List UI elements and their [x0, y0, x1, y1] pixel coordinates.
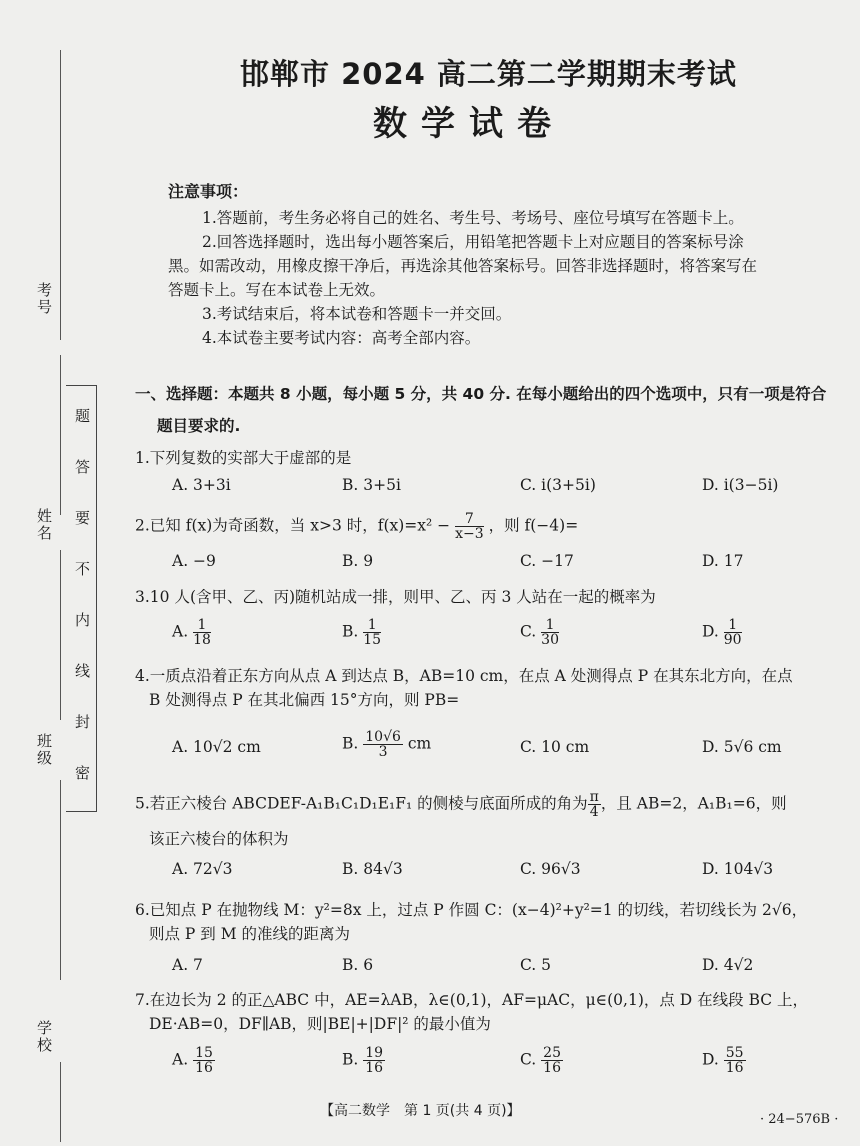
option-c: [520, 1046, 563, 1075]
fraction: [455, 512, 484, 541]
option-a: A. 10√2 cm: [172, 738, 261, 756]
option-letter: B.: [342, 1050, 359, 1069]
fill-line-exam-no: [60, 50, 61, 340]
seal-char: 题: [75, 407, 91, 425]
seal-char: 答: [75, 458, 91, 476]
option-letter: A.: [172, 622, 189, 641]
question-7-line: DE·AB=0，DF∥AB，则|BE|+|DF|² 的最小值为: [149, 1015, 491, 1033]
question-5-line: [135, 790, 835, 819]
option-d: D. 17: [702, 552, 744, 570]
option-c: C. −17: [520, 552, 574, 570]
option-letter: D.: [702, 1050, 719, 1069]
fraction-denominator: 30: [541, 632, 559, 648]
page-footer: 【高二数学 第 1 页(共 4 页)】: [320, 1103, 521, 1119]
question-4-options: [172, 730, 832, 770]
note-item: 4.本试卷主要考试内容：高考全部内容。: [202, 329, 481, 347]
fraction: [724, 618, 742, 647]
question-5-stem: [135, 790, 835, 851]
fraction-denominator: 16: [725, 1060, 744, 1076]
fraction: [363, 618, 381, 647]
option-d: [702, 618, 742, 647]
fraction: [193, 1046, 215, 1075]
fraction-numerator: 19: [365, 1045, 384, 1061]
seal-char: 要: [75, 509, 91, 527]
school-label: 学校: [35, 1020, 53, 1054]
option-b: B. 84√3: [342, 860, 403, 878]
option-b: B. 3+5i: [342, 476, 401, 494]
option-c: [520, 618, 559, 647]
section-heading: [135, 378, 835, 442]
fraction-numerator: 15: [195, 1045, 213, 1061]
option-a: A. 72√3: [172, 860, 233, 878]
option-b: [342, 618, 381, 647]
option-c: C. 5: [520, 956, 552, 974]
seal-char: 内: [75, 611, 91, 629]
section-heading-line: 题目要求的.: [157, 417, 241, 435]
fraction: [193, 618, 211, 647]
notes-block: [168, 180, 818, 350]
question-6-line: 6.已知点 P 在抛物线 M：y²=8x 上，过点 P 作圆 C：(x−4)²+y²=1 的切线，若切线长为 2√6，: [135, 901, 808, 919]
note-item: 3.考试结束后，将本试卷和答题卡一并交回。: [202, 305, 512, 323]
fraction-numerator: 1: [541, 618, 559, 633]
option-c: C. 96√3: [520, 860, 581, 878]
option-c: C. i(3+5i): [520, 476, 596, 494]
option-letter: D.: [702, 622, 719, 641]
question-5-line: 该正六棱台的体积为: [149, 830, 289, 848]
question-5-stem-b: ，且 AB=2，A₁B₁=6，则: [600, 794, 787, 813]
option-a: A. 3+3i: [172, 476, 231, 494]
fraction-denominator: 3: [378, 744, 388, 760]
binding-margin: [0, 0, 120, 1146]
note-item: 答题卡上。写在本试卷上无效。: [168, 281, 386, 299]
fraction-denominator: x−3: [455, 526, 484, 542]
option-letter: B.: [342, 622, 359, 641]
option-b: [342, 730, 431, 759]
fraction: [588, 790, 601, 819]
fraction-numerator: 25: [543, 1045, 561, 1061]
fraction-denominator: 16: [195, 1060, 213, 1076]
question-6-stem: [135, 898, 835, 946]
question-2-options: [172, 552, 832, 582]
fraction-numerator: 1: [724, 618, 742, 633]
question-7-options: [172, 1046, 832, 1082]
fraction-numerator: 10√6: [365, 729, 401, 745]
note-item: 2.回答选择题时，选出每小题答案后，用铅笔把答题卡上对应题目的答案标号涂: [202, 233, 744, 251]
option-d: D. 5√6 cm: [702, 738, 782, 756]
option-letter: C.: [520, 1050, 537, 1069]
section-heading-line: 一、选择题：本题共 8 小题，每小题 5 分，共 40 分. 在每小题给出的四个选项中，只有一项是符合: [135, 385, 827, 403]
question-6-line: 则点 P 到 M 的准线的距离为: [149, 925, 351, 943]
option-a: A. −9: [172, 552, 216, 570]
exam-title: 邯郸市 2024 高二第二学期期末考试: [240, 57, 737, 91]
question-4-stem: [135, 664, 835, 712]
seal-line-box: [66, 385, 97, 812]
fraction-numerator: π: [589, 789, 599, 805]
option-letter: A.: [172, 1050, 189, 1069]
fraction-denominator: 16: [543, 1060, 561, 1076]
question-1-options: [172, 476, 832, 506]
option-b: [342, 1046, 385, 1075]
seal-char: 密: [75, 764, 91, 782]
question-3-options: [172, 618, 832, 654]
fraction: [363, 1046, 385, 1075]
name-label: 姓名: [35, 508, 53, 542]
question-5-options: [172, 860, 832, 890]
seal-char: 不: [75, 560, 91, 578]
option-c: C. 10 cm: [520, 738, 590, 756]
seal-char: 线: [75, 662, 91, 680]
option-letter: C.: [520, 622, 537, 641]
fraction: [541, 618, 559, 647]
fraction: [541, 1046, 563, 1075]
exam-subtitle: 数学试卷: [373, 104, 565, 144]
notes-heading: 注意事项：: [168, 182, 249, 201]
option-letter: B.: [342, 734, 359, 753]
option-d: D. i(3−5i): [702, 476, 779, 494]
question-5-stem-a: 5.若正六棱台 ABCDEF-A₁B₁C₁D₁E₁F₁ 的侧棱与底面所成的角为: [135, 794, 588, 813]
fraction: [363, 730, 403, 759]
fraction-denominator: 90: [723, 632, 742, 648]
option-b: B. 9: [342, 552, 374, 570]
paper-code: · 24−576B ·: [760, 1112, 839, 1127]
question-4-line: B 处测得点 P 在其北偏西 15°方向，则 PB=: [149, 691, 460, 709]
question-2-stem: [135, 512, 835, 541]
note-item: 1.答题前，考生务必将自己的姓名、考生号、考场号、座位号填写在答题卡上。: [202, 209, 744, 227]
option-d: D. 104√3: [702, 860, 774, 878]
option-d: [702, 1046, 746, 1075]
question-6-options: [172, 956, 832, 986]
unit: cm: [407, 734, 432, 753]
question-7-line: 7.在边长为 2 的正△ABC 中，AE=λAB，λ∈(0,1)，AF=μAC，μ∈(0,1)，点 D 在线段 BC 上，: [135, 991, 809, 1009]
question-2-stem-a: 2.已知 f(x)为奇函数，当 x>3 时，f(x)=x² −: [135, 516, 451, 535]
fraction-numerator: 1: [193, 618, 211, 633]
option-a: A. 7: [172, 956, 203, 974]
option-a: [172, 1046, 215, 1075]
note-item: 黑。如需改动，用橡皮擦干净后，再选涂其他答案标号。回答非选择题时，将答案写在: [168, 257, 758, 275]
question-3-stem: 3.10 人(含甲、乙、丙)随机站成一排，则甲、乙、丙 3 人站在一起的概率为: [135, 588, 656, 606]
fraction-numerator: 7: [455, 512, 484, 527]
option-b: B. 6: [342, 956, 374, 974]
class-label: 班级: [35, 733, 53, 767]
fraction-denominator: 16: [365, 1060, 384, 1076]
fill-line-school: [60, 1062, 61, 1142]
fraction: [724, 1046, 746, 1075]
option-d: D. 4√2: [702, 956, 754, 974]
fill-line-name: [60, 550, 61, 720]
fraction-numerator: 55: [725, 1045, 744, 1061]
fraction-denominator: 18: [193, 632, 211, 648]
question-1-stem: 1.下列复数的实部大于虚部的是: [135, 449, 352, 467]
fraction-denominator: 15: [363, 632, 382, 648]
question-2-stem-b: ，则 f(−4)=: [488, 516, 579, 535]
fill-line-divider: [60, 355, 61, 515]
question-4-line: 4.一质点沿着正东方向从点 A 到达点 B，AB=10 cm，在点 A 处测得点 P 在其东北方向，在点: [135, 667, 793, 685]
seal-char: 封: [75, 713, 91, 731]
fill-line-class: [60, 780, 61, 980]
exam-no-label: 考号: [35, 282, 53, 316]
fraction-denominator: 4: [589, 804, 599, 820]
question-7-stem: [135, 988, 835, 1036]
option-a: [172, 618, 211, 647]
fraction-numerator: 1: [363, 618, 381, 633]
